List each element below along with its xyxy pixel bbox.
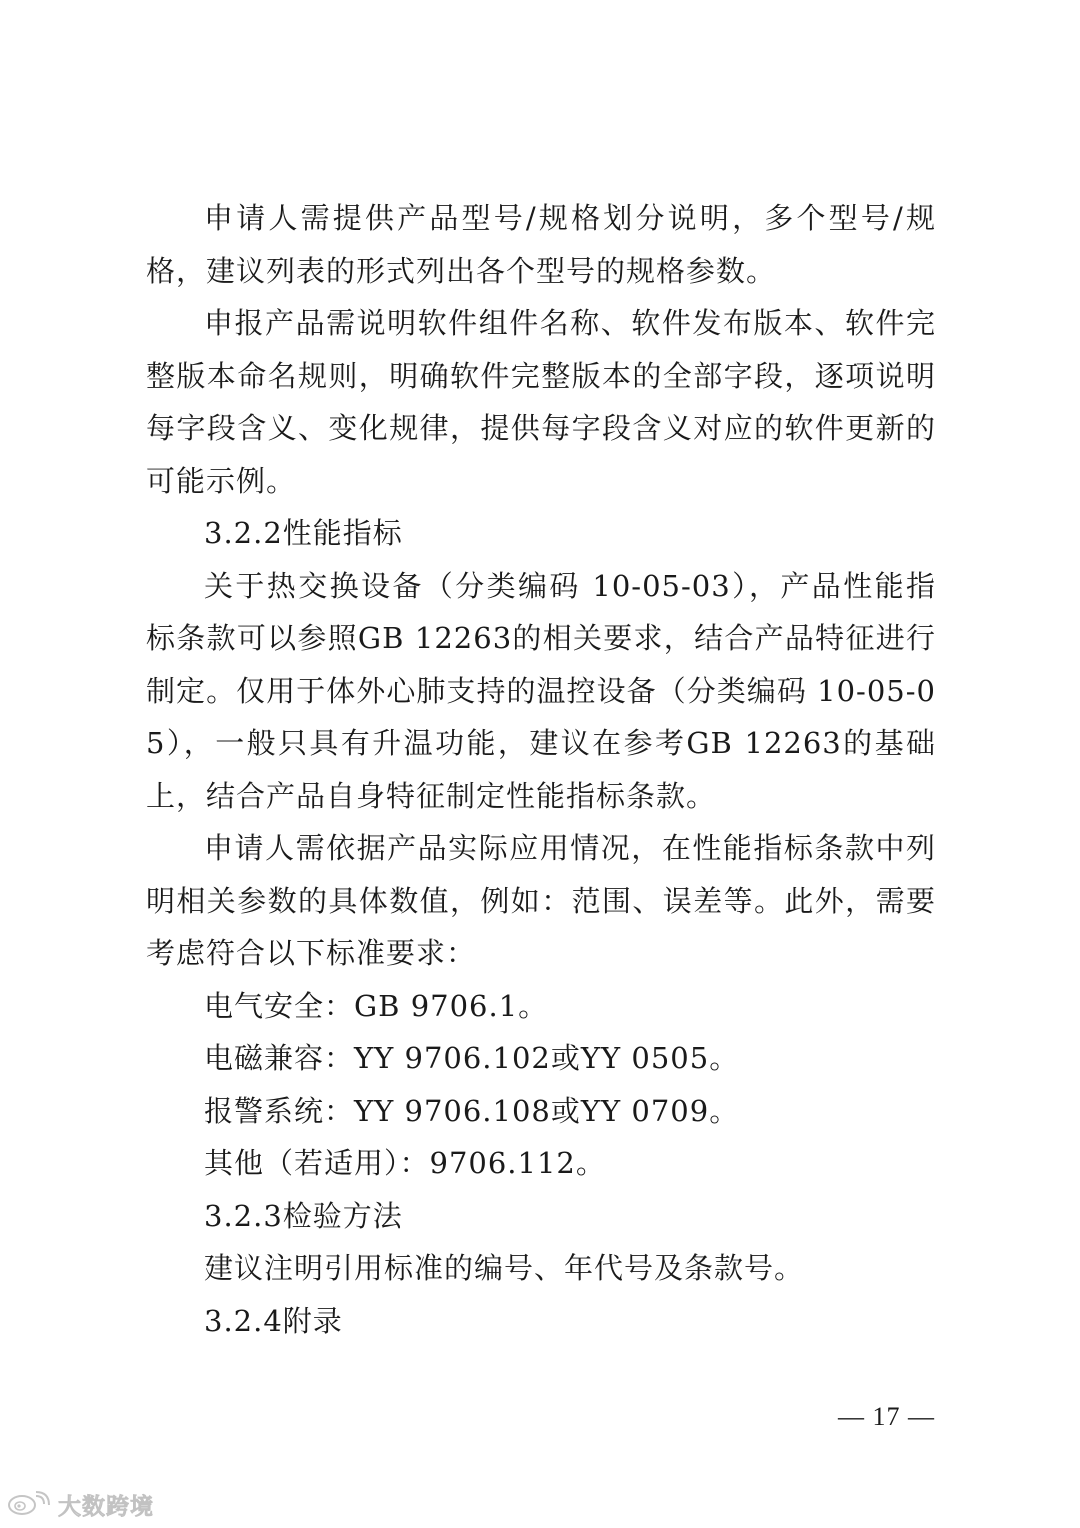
standard-other: 其他（若适用）：9706.112。 [204, 1146, 606, 1180]
watermark [6, 1488, 154, 1521]
standard-emc: 电磁兼容：YY 9706.102或YY 0505。 [204, 1041, 740, 1075]
paragraph-software-version: 申报产品需说明软件组件名称、软件发布版本、软件完整版本命名规则，明确软件完整版本的全部字段，逐项说明每字段含义、变化规律，提供每字段含义对应的软件更新的可能示例。 [146, 306, 936, 498]
document-body [146, 192, 936, 1347]
section-heading-appendix: 3.2.4附录 [204, 1303, 343, 1338]
weibo-logo-icon [6, 1490, 54, 1520]
paragraph-parameters: 申请人需依据产品实际应用情况，在性能指标条款中列明相关参数的具体数值，例如：范围、误差等。此外，需要考虑符合以下标准要求： [146, 831, 936, 970]
section-heading-performance: 3.2.2性能指标 [204, 516, 403, 550]
page-number: — 17 — [838, 1402, 935, 1431]
paragraph-heat-exchange: 关于热交换设备（分类编码 10-05-03），产品性能指标条款可以参照GB 12263的相关要求，结合产品特征进行制定。仅用于体外心肺支持的温控设备（分类编码 10-05-05），一般只具有升温功能，建议在参考GB 12263的基础上，结合产品自身特征制定性能指标条款。 [146, 568, 936, 813]
section-heading-test-method: 3.2.3检验方法 [204, 1198, 403, 1233]
paragraph-test-method: 建议注明引用标准的编号、年代号及条款号。 [204, 1251, 805, 1285]
watermark-text: 大数跨境 [58, 1494, 154, 1520]
paragraph-model-spec: 申请人需提供产品型号/规格划分说明，多个型号/规格，建议列表的形式列出各个型号的规格参数。 [146, 201, 936, 288]
standard-electrical-safety: 电气安全：GB 9706.1。 [204, 988, 549, 1023]
standard-alarm-system: 报警系统：YY 9706.108或YY 0709。 [204, 1093, 740, 1128]
